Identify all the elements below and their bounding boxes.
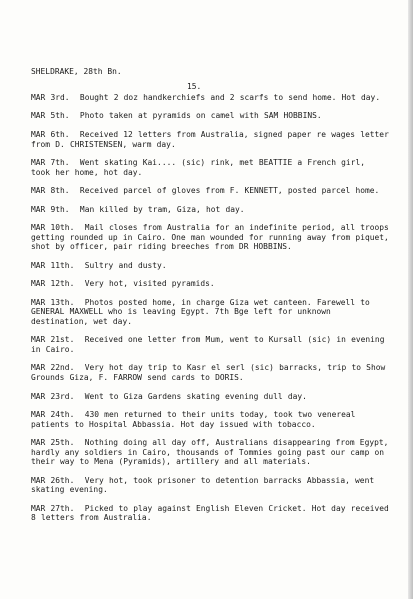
diary-entry — [31, 410, 389, 429]
diary-entry — [31, 335, 389, 354]
diary-entry — [31, 392, 389, 402]
entry-date: MAR 11th. — [31, 260, 75, 270]
entry-text: Picked to play against English Eleven Cricket. Hot day received 8 letters from Australia. — [31, 503, 389, 523]
entry-date: MAR 8th. — [31, 186, 70, 196]
page-edge-shadow — [408, 0, 413, 599]
diary-entry — [31, 438, 389, 467]
entry-text: Very hot, took prisoner to detention barracks Abbassia, went skating evening. — [31, 475, 375, 495]
diary-entry — [31, 186, 389, 196]
typed-diary-text — [31, 67, 389, 532]
entry-text: Mail closes from Australia for an indefinite period, all troops getting rounded up in Cairo. One man wounded for running away from piquet, shot by officer, pair riding breeches from DR HOBBINS. — [31, 223, 389, 252]
entry-date: MAR 22nd. — [31, 363, 75, 373]
diary-entry — [31, 504, 389, 523]
entry-date: MAR 9th. — [31, 204, 70, 214]
entry-date: MAR 26th. — [31, 475, 75, 485]
diary-entry — [31, 261, 389, 271]
entry-date: MAR 6th. — [31, 129, 70, 139]
entry-date: MAR 12th. — [31, 279, 75, 289]
entry-date: MAR 10th. — [31, 223, 75, 233]
diary-entry — [31, 363, 389, 382]
diary-entry — [31, 205, 389, 215]
diary-entry — [31, 476, 389, 495]
entry-date: MAR 13th. — [31, 297, 75, 307]
entry-date: MAR 23rd. — [31, 391, 75, 401]
entry-date: MAR 3rd. — [31, 93, 70, 102]
entry-text: Went skating Kai.... (sic) rink, met BEATTIE a French girl, took her home, hot day. — [31, 158, 365, 177]
entry-text: Received one letter from Mum, went to Kursall (sic) in evening in Cairo. — [31, 335, 385, 354]
entry-date: MAR 24th. — [31, 410, 75, 420]
diary-entry — [31, 279, 389, 289]
entry-date: MAR 21st. — [31, 335, 75, 345]
entry-text: Bought 2 doz handkerchiefs and 2 scarfs to send home. Hot day. — [79, 93, 381, 102]
document-header: SHELDRAKE, 28th Bn. — [31, 67, 122, 76]
entry-text: Very hot day trip to Kasr el serl (sic) barracks, trip to Show Grounds Giza, F. FARROW send cards to DORIS. — [31, 363, 386, 383]
entry-text: Nothing doing all day off, Australians disappearing from Egypt, hardly any soldiers in Cairo, thousands of Tommies going past our camp on their way to Mena (Pyramids), artillery and all materials. — [31, 438, 389, 467]
diary-entry — [31, 111, 389, 121]
diary-entries — [31, 93, 389, 523]
diary-entry — [31, 298, 389, 327]
entry-text: Man killed by tram, Giza, hot day. — [79, 204, 245, 214]
entry-text: Went to Giza Gardens skating evening dull day. — [84, 391, 307, 401]
entry-text: Received parcel of gloves from F. KENNETT, posted parcel home. — [79, 186, 380, 196]
entry-text: 430 men returned to their units today, took two venereal patients to Hospital Abbassia. Hot day issued with tobacco. — [31, 410, 356, 429]
diary-entry — [31, 158, 389, 177]
entry-date: MAR 5th. — [31, 111, 70, 121]
entry-text: Sultry and dusty. — [84, 260, 167, 270]
entry-text: Very hot, visited pyramids. — [84, 279, 215, 289]
entry-date: MAR 25th. — [31, 438, 75, 448]
entry-date: MAR 7th. — [31, 158, 70, 168]
page-number: 15. — [187, 82, 202, 91]
diary-entry — [31, 130, 389, 149]
entry-date: MAR 27th. — [31, 503, 75, 513]
diary-entry — [31, 223, 389, 252]
diary-entry — [31, 93, 389, 103]
entry-text: Received 12 letters from Australia, signed paper re wages letter from D. CHRISTENSEN, warm day. — [31, 129, 389, 149]
entry-text: Photo taken at pyramids on camel with SAM HOBBINS. — [79, 111, 322, 121]
entry-text: Photos posted home, in charge Giza wet canteen. Farewell to GENERAL MAXWELL who is leaving Egypt. 7th Bge left for unknown destination, wet day. — [31, 297, 370, 326]
